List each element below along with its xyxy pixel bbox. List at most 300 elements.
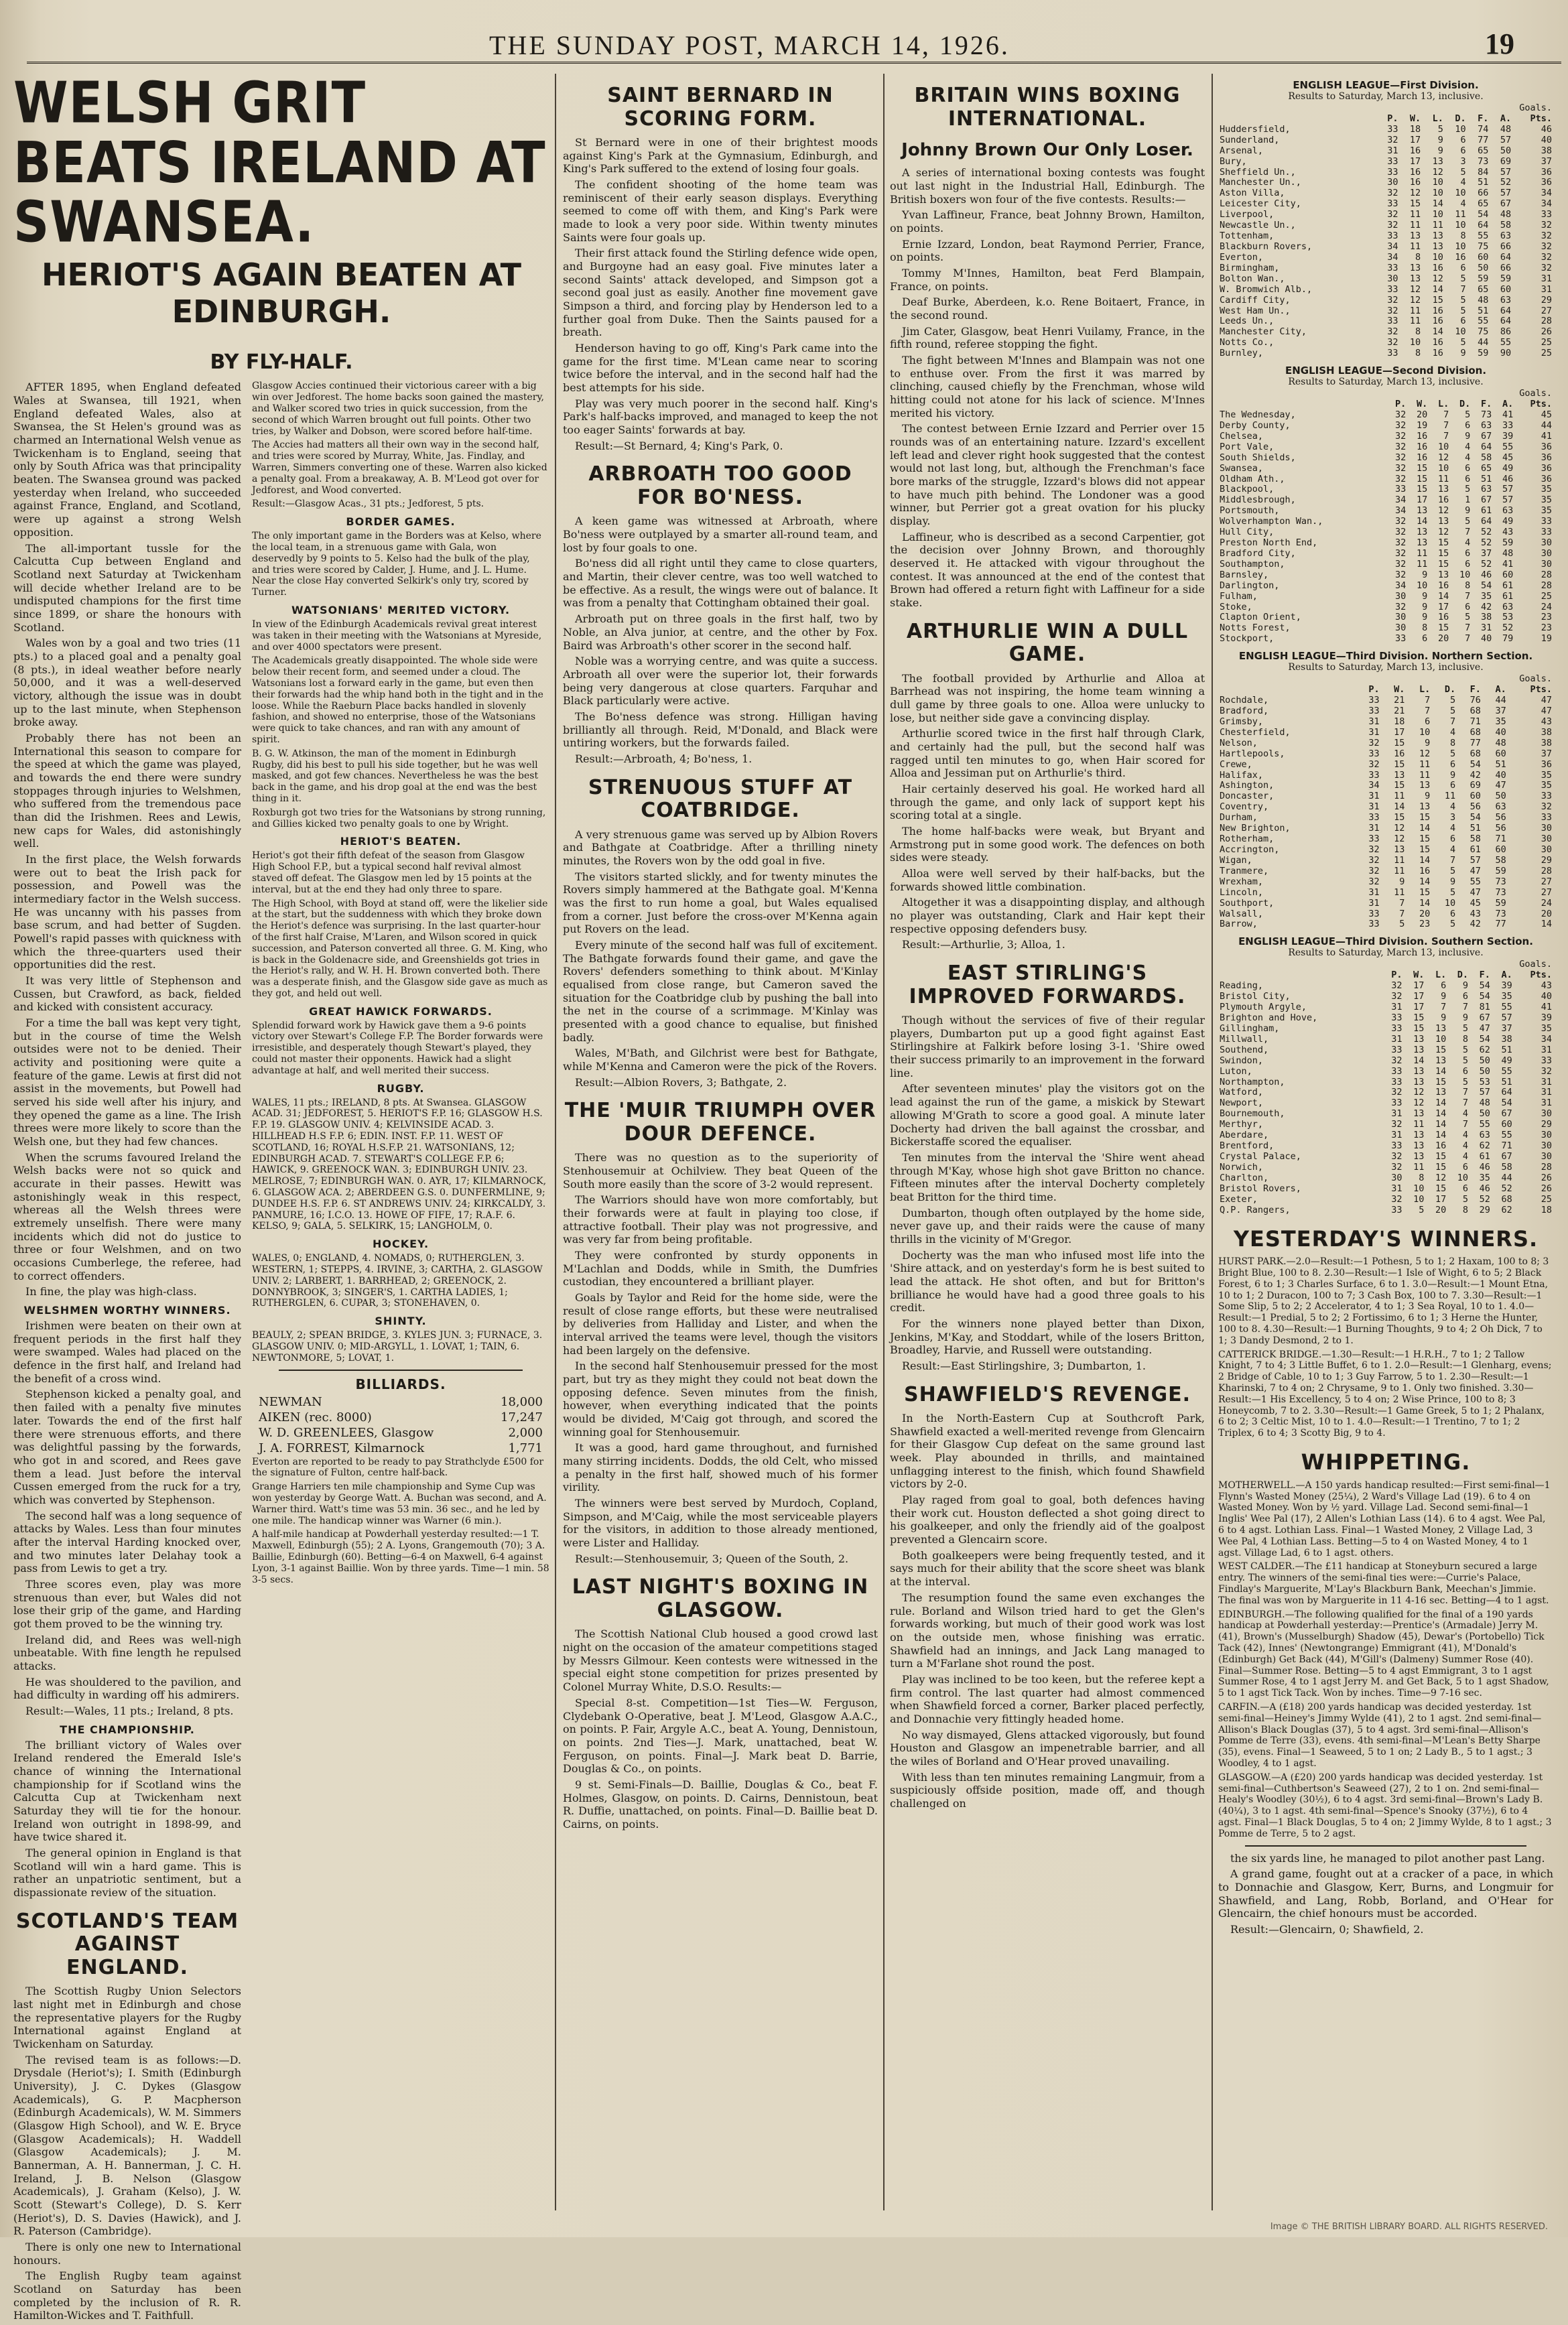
- table-cell: 9: [1425, 791, 1431, 802]
- column-rule: [883, 74, 885, 2210]
- table-cell: 40: [1495, 726, 1506, 738]
- table-cell: 30: [1541, 1108, 1552, 1120]
- table-cell: 32: [1541, 801, 1552, 813]
- table-cell: 31: [1368, 726, 1380, 738]
- team-name: Hull City,: [1220, 527, 1275, 538]
- player-score: 17,247: [501, 1410, 543, 1424]
- table-header-cell: F.: [1480, 399, 1492, 410]
- table-cell: 3: [1449, 812, 1456, 823]
- team-name: Burnley,: [1220, 348, 1264, 359]
- table-cell: 16: [1409, 145, 1421, 156]
- table-cell: 5: [1462, 1193, 1469, 1205]
- table-row: [1218, 431, 1553, 442]
- table-cell: 31: [1368, 716, 1380, 727]
- table-cell: 51: [1478, 177, 1489, 188]
- table-row: [1218, 856, 1553, 866]
- table-row: [1218, 316, 1553, 327]
- article-paragraph: The football provided by Arthurlie and Alloa at Barrhead was not inspiring, the home team winning a dull game by three goals to one. Alloa were unlucky to lose, but neither side gave a convincing display.: [890, 671, 1205, 724]
- team-name: Crystal Palace,: [1220, 1150, 1301, 1162]
- table-header-cell: P.: [1391, 970, 1402, 981]
- article-paragraph: The visitors started slickly, and for twenty minutes the Rovers simply hammered at the Bathgate goal. M'Kenna was the first to run home a goal, but Wales equalised from a corner. Just before the cross-over M'Kenna again put Rovers on the lead.: [563, 870, 878, 936]
- table-cell: 13: [1419, 780, 1431, 791]
- table-cell: 12: [1435, 1172, 1447, 1183]
- team-name: Aberdare,: [1220, 1130, 1269, 1141]
- article-body: [13, 381, 549, 2325]
- table-cell: 6: [1460, 145, 1466, 156]
- article-paragraph: Every minute of the second half was full of excitement. The Bathgate forwards found their game, and gave the Rovers' defenders something to think about. M'Kinlay equalised from close range, but Cameron saved the situation for the Coatbridge club by pushing the ball into the net in the course of a scrimmage. M'Kinlay was presented with a good chance to equalise, but finished badly.: [563, 938, 878, 1044]
- table-cell: 6: [1460, 262, 1466, 273]
- league-table-third-southern: [1218, 959, 1553, 1215]
- table-cell: 9: [1422, 612, 1428, 623]
- table-cell: 46: [1479, 1161, 1490, 1173]
- table-cell: 28: [1541, 865, 1552, 876]
- table-cell: 73: [1495, 908, 1506, 919]
- whippet-results: CARFIN.—A (£18) 200 yards handicap was decided yesterday. 1st semi-final—Heiney's Jimmy Wylde (41), 2 to 1 agst. 2nd semi-final—Allison's Black Douglas (37), 5 to 4 agst. 3rd semi-final—Allison's Pomme de Terre (33), evens. 4th semi-final—M'Lean's Betty Sharpe (35), evens. Final—1 Seaweed, 5 to 1 on; 2 Lady B., 5 to 1 agst.; 3 Woodley, 4 to 1 agst.: [1218, 1701, 1542, 1769]
- table-cell: 32: [1368, 876, 1380, 887]
- table-cell: 9: [1425, 737, 1431, 748]
- table-cell: 4: [1449, 726, 1456, 738]
- table-cell: 32: [1394, 452, 1407, 463]
- table-row: [1218, 188, 1553, 199]
- table-cell: 41: [1502, 558, 1514, 570]
- table-row: [1218, 1195, 1553, 1205]
- article-paragraph: No way dismayed, Glens attacked vigorously, but found Houston and Glasgow an impenetrable barrier, and all the wiles of Borland and O'Hear proved unavailing.: [890, 1728, 1205, 1768]
- table-cell: 28: [1541, 569, 1552, 580]
- column-3: [890, 74, 1205, 2217]
- table-row: [1218, 728, 1553, 738]
- table-header-cell: F.: [1478, 113, 1489, 124]
- table-cell: 15: [1416, 462, 1428, 474]
- table-cell: 30: [1394, 612, 1407, 623]
- table-cell: 13: [1413, 1044, 1425, 1055]
- divider: [279, 1370, 523, 1371]
- section-subhead: RUGBY.: [377, 1081, 425, 1095]
- team-name: Southampton,: [1220, 558, 1285, 570]
- table-cell: 74: [1478, 123, 1489, 135]
- table-cell: 54: [1469, 758, 1481, 770]
- table-cell: 60: [1495, 748, 1506, 759]
- table-cell: 33: [1387, 316, 1398, 327]
- table-cell: 10: [1435, 1033, 1447, 1045]
- table-cell: 54: [1501, 1098, 1512, 1109]
- article-paragraph: St Bernard were in one of their brightest moods against King's Park at the Gymnasium, Edinburgh, and King's Park suffered to the extend of losing four goals.: [563, 136, 878, 176]
- table-row: [1218, 813, 1553, 823]
- table-row: [1218, 570, 1553, 581]
- article-paragraph: In view of the Edinburgh Academicals revival great interest was taken in their meeting with the Watsonians at Myreside, and over 4000 spectators were present.: [252, 618, 542, 653]
- table-cell: 11: [1432, 220, 1443, 231]
- table-cell: 11: [1416, 547, 1428, 559]
- whippet-results: GLASGOW.—A (£20) 200 yards handicap was decided yesterday. 1st semi-final—Cuthbertson's Seaweed (27), 2 to 1 on. 2nd semi-final—Healy's Woodley (30½), 6 to 4 agst. 3rd semi-final—Brown's Lady B. (40¼), 3 to 1 agst. 4th semi-final—Spence's Snooky (37½), 6 to 4 agst. Final—1 Black Douglas, 5 to 4 on; 2 Jimmy Wylde, 8 to 1 agst.; 3 Pomme de Terre, 5 to 2 agst.: [1218, 1772, 1552, 1839]
- team-name: Norwich,: [1220, 1161, 1264, 1173]
- table-row: [1218, 453, 1553, 464]
- article-paragraph: Play raged from goal to goal, both defences having their work cut. Houston deflected a shot going direct to his goalkeeper, and only the friendly aid of the goalpost prevented a Glencairn score.: [890, 1493, 1205, 1546]
- team-name: Darlington,: [1220, 580, 1280, 591]
- table-cell: 38: [1541, 737, 1552, 748]
- table-cell: 32: [1394, 558, 1407, 570]
- billiards-row: [259, 1395, 543, 1409]
- table-cell: 35: [1480, 590, 1492, 602]
- table-cell: 60: [1478, 251, 1489, 263]
- table-header-cell: D.: [1459, 399, 1471, 410]
- table-cell: 7: [1462, 1098, 1469, 1109]
- article-paragraph: Stephenson kicked a penalty goal, and then failed with a penalty five minutes later. Towards the end of the first half there were strenuous efforts, and there was delightful passing by the forwards, who got in and scored, and Rees gave them a lead. Just before the interval Cussen emerged from the ruck for a try, which was converted by Stephenson.: [13, 1388, 241, 1506]
- team-name: Reading,: [1220, 980, 1264, 992]
- table-cell: 5: [1449, 748, 1456, 759]
- table-cell: 7: [1449, 854, 1456, 866]
- table-cell: 52: [1502, 622, 1514, 634]
- table-row: [1218, 442, 1553, 453]
- table-cell: 34: [1541, 1033, 1552, 1045]
- table-cell: 32: [1394, 547, 1407, 559]
- table-cell: 10: [1413, 1193, 1425, 1205]
- divider: [1245, 1845, 1526, 1847]
- result-line: Result:—Stenhousemuir, 3; Queen of the South, 2.: [575, 1552, 849, 1565]
- table-cell: 13: [1413, 1140, 1425, 1152]
- table-header-cell: A.: [1501, 970, 1512, 981]
- article-headline: EAST STIRLING'S IMPROVED FORWARDS.: [909, 961, 1186, 1008]
- table-cell: 64: [1500, 316, 1512, 327]
- table-cell: 31: [1541, 1087, 1552, 1098]
- table-cell: 33: [1391, 1044, 1402, 1055]
- table-cell: 12: [1413, 1098, 1425, 1109]
- table-cell: 13: [1432, 230, 1443, 242]
- table-cell: 9: [1462, 980, 1469, 992]
- table-cell: 33: [1541, 209, 1552, 220]
- article-paragraph: Dumbarton, though often outplayed by the home side, never gave up, and their raids were the cause of many thrills in the vicinity of M'Gregor.: [890, 1206, 1205, 1246]
- team-name: Plymouth Argyle,: [1220, 1002, 1307, 1013]
- table-cell: 3: [1460, 155, 1466, 167]
- table-cell: 57: [1500, 188, 1512, 199]
- table-cell: 17: [1416, 494, 1428, 506]
- table-cell: 34: [1394, 505, 1407, 517]
- whippet-results: MOTHERWELL.—A 150 yards handicap resulted:—First semi-final—1 Flynn's Wasted Money (25¼), 2 Ward's Village Lad (19). 6 to 4 on Wasted Money. Won by ½ yard. Village Lad. Second semi-final—1 Inglis' Wee Pal (17), 2 Allen's Lothian Lass (14). 6 to 4 agst. Wee Pal, 6 to 4 agst. Lothian Lass. Final—1 Wasted Money, 2 Village Lad, 3 Wee Pal, 4 Lothian Lass. Betting—5 to 4 on Wasted Money, 4 to 1 agst. Village Lad, 6 to 1 agst. others.: [1218, 1479, 1551, 1558]
- result-line: Result:—Albion Rovers, 3; Bathgate, 2.: [575, 1075, 787, 1089]
- table-cell: 14: [1419, 823, 1431, 834]
- table-cell: 46: [1502, 473, 1514, 484]
- table-cell: 15: [1413, 1012, 1425, 1023]
- table-cell: 15: [1437, 537, 1449, 549]
- team-name: Watford,: [1220, 1087, 1264, 1098]
- article-paragraph: With less than ten minutes remaining Langmuir, from a suspiciously offside position, made off, and though challenged on: [890, 1770, 1205, 1810]
- table-cell: 55: [1502, 441, 1514, 452]
- table-row: [1218, 1109, 1553, 1120]
- team-name: Coventry,: [1220, 801, 1269, 813]
- table-row: [1218, 178, 1553, 188]
- table-cell: 25: [1541, 337, 1552, 348]
- table-cell: 11: [1419, 769, 1431, 781]
- article-deck: Johnny Brown Our Only Loser.: [901, 140, 1193, 160]
- team-name: Notts Forest,: [1220, 622, 1291, 634]
- table-cell: 14: [1437, 590, 1449, 602]
- table-cell: 32: [1394, 569, 1407, 580]
- table-cell: 33: [1387, 230, 1398, 242]
- table-row: [1218, 749, 1553, 760]
- table-cell: 7: [1443, 409, 1449, 420]
- table-cell: 15: [1435, 1044, 1447, 1055]
- table-header-cell: A.: [1495, 684, 1506, 695]
- result-line: Result:—Arbroath, 4; Bo'ness, 1.: [575, 752, 753, 765]
- table-cell: 13: [1409, 262, 1421, 273]
- table-cell: 11: [1444, 791, 1456, 802]
- league-table-first-division: [1218, 103, 1553, 359]
- table-cell: 67: [1480, 494, 1492, 506]
- article-paragraph: The contest between Ernie Izzard and Perrier over 15 rounds was of an entertaining nature. Izzard's excellent left lead and clever right hook suggested that the contest would not last long, but, although the Frenchman's face bore marks of the struggle, Izzard's blows did not appear to have much pith behind. The Londoner was a good winner, but Perrier got a great ovation for his plucky display.: [890, 422, 1205, 527]
- whippet-results: EDINBURGH.—The following qualified for the final of a 190 yards handicap at Powderhall yesterday:—Prentice's (Armadale) Jerry M. (41), Brown's (Musselburgh) Shadow (45), Dewar's (Portobello) Tick Tack (42), Innes' (Newtongrange) Emmigrant (41), M'Donald's (Edinburgh) Get Back (44), M'Gill's (Dalmeny) Summer Rose (40). Final—Summer Rose. Betting—5 to 4 agst Emmigrant, 3 to 1 agst Summer Rose, 4 to 1 agst Jerry M. and Get Back, 5 to 1 agst Shadow, 5 to 1 agst Tick Tack. Won by inches. Time—9 7-16 sec.: [1218, 1609, 1549, 1699]
- table-cell: 76: [1469, 695, 1481, 706]
- table-cell: 15: [1394, 780, 1405, 791]
- table-cell: 5: [1465, 484, 1471, 495]
- article-paragraph: AFTER 1895, when England defeated Wales at Swansea, till 1921, when England defeated Wales, also at Swansea, the St Helen's ground was as charmed an International Welsh venue as Twickenham is to England, seeing that only by South Africa was that principality beaten. The Swansea ground was packed yesterday when Ireland, who succeeded against France, England, and Scotland, were up against a strong Welsh opposition.: [13, 381, 241, 539]
- table-cell: 35: [1541, 1022, 1552, 1034]
- article-paragraph: Special 8-st. Competition—1st Ties—W. Ferguson, Clydebank O-Operative, beat J. M'Leod, Glasgow A.A.C., on points. P. Fair, Argyle A.C., beat A. Young, Dennistoun, on points. 2nd Ties—J. Mark, unattached, beat W. Ferguson, on points. Final—J. Mark beat D. Barrie, Douglas & Co., on points.: [563, 1696, 878, 1776]
- table-cell: 23: [1419, 919, 1431, 930]
- team-name: Manchester Un.,: [1220, 177, 1301, 188]
- table-cell: 6: [1460, 134, 1466, 145]
- article-paragraph: In fine, the play was high-class.: [25, 1285, 197, 1299]
- table-cell: 13: [1432, 241, 1443, 252]
- table-cell: 60: [1469, 791, 1481, 802]
- table-row: [1218, 199, 1553, 210]
- table-cell: 37: [1541, 155, 1552, 167]
- table-cell: 32: [1394, 516, 1407, 527]
- table-cell: 15: [1437, 547, 1449, 559]
- table-cell: 5: [1449, 886, 1456, 898]
- table-cell: 64: [1480, 441, 1492, 452]
- table-cell: 14: [1432, 198, 1443, 210]
- table-cell: 32: [1368, 737, 1380, 748]
- table-cell: 33: [1387, 198, 1398, 210]
- column-rule: [1212, 74, 1213, 2210]
- table-cell: 68: [1501, 1193, 1512, 1205]
- table-cell: 29: [1479, 1204, 1490, 1215]
- table-cell: 33: [1387, 283, 1398, 295]
- team-name: Tranmere,: [1220, 865, 1269, 876]
- team-name: South Shields,: [1220, 452, 1296, 463]
- table-cell: 25: [1541, 590, 1552, 602]
- table-cell: 32: [1391, 1087, 1402, 1098]
- table-cell: 42: [1480, 601, 1492, 612]
- table-cell: 62: [1501, 1204, 1512, 1215]
- table-cell: 61: [1469, 844, 1481, 855]
- table-cell: [1218, 389, 1493, 399]
- table-row: [1218, 877, 1553, 888]
- table-cell: 12: [1394, 834, 1405, 845]
- table-cell: 31: [1368, 823, 1380, 834]
- table-row: [1218, 527, 1553, 538]
- table-cell: 1: [1465, 494, 1471, 506]
- article-paragraph: 9 st. Semi-Finals—D. Baillie, Douglas & Co., beat F. Holmes, Glasgow, on points. D. Cairns, Dennistoun, beat R. Duffie, unattached, on points. Final—D. Baillie beat D. Cairns, on points.: [563, 1778, 878, 1831]
- table-cell: 63: [1480, 484, 1492, 495]
- table-cell: 55: [1469, 876, 1481, 887]
- table-cell: 31: [1541, 1076, 1552, 1087]
- table-row: [1218, 125, 1553, 135]
- table-cell: 16: [1416, 430, 1428, 442]
- table-row: [1218, 1035, 1553, 1045]
- table-cell: 66: [1500, 241, 1512, 252]
- table-cell: 11: [1419, 758, 1431, 770]
- team-name: Exeter,: [1220, 1193, 1258, 1205]
- table-row: [1218, 410, 1553, 421]
- table-cell: 32: [1387, 326, 1398, 338]
- table-cell: 10: [1455, 241, 1466, 252]
- team-name: Bradford,: [1220, 706, 1269, 717]
- table-row: [1218, 253, 1553, 263]
- table-cell: 5: [1460, 294, 1466, 306]
- table-cell: Goals.: [1519, 673, 1552, 685]
- table-cell: 61: [1502, 590, 1514, 602]
- table-cell: 5: [1460, 273, 1466, 284]
- scores-list: WALES, 0; ENGLAND, 4. NOMADS, 0; RUTHERGLEN, 3. WESTERN, 1; STEPPS, 4. IRVINE, 3; CARTHA, 2. GLASGOW UNIV. 2; LARBERT, 1. BARRHEAD, 2; GREENOCK, 2. DONNYBROOK, 3; SINGER'S, 1. CARTHA LADIES, 1; RUTHERGLEN, 6. CUPAR, 3; STONEHAVEN, 0.: [252, 1253, 543, 1309]
- article-paragraph: The Academicals greatly disappointed. The whole side were below their recent form, and seemed under a cloud. The Watsonians lost a forward early in the game, but even then their forwards had the whip hand both in the tight and in the loose. While the Raeburn Place backs handled in slovenly fashion, and showed no enterprise, those of the Watsonians were quick to take chances, and ran with any amount of spirit.: [252, 655, 543, 745]
- table-cell: 8: [1415, 348, 1421, 359]
- table-row: [1218, 146, 1553, 157]
- table-row: [1218, 348, 1553, 359]
- table-cell: 14: [1435, 1108, 1447, 1120]
- article-paragraph: Hair certainly deserved his goal. He worked hard all through the game, and only lack of support kept his scoring total at a single.: [890, 783, 1205, 822]
- team-name: Portsmouth,: [1220, 505, 1280, 517]
- table-cell: 46: [1541, 123, 1552, 135]
- table-cell: 5: [1449, 695, 1456, 706]
- table-cell: 79: [1502, 633, 1514, 645]
- table-cell: 33: [1391, 1022, 1402, 1034]
- table-cell: 36: [1541, 166, 1552, 178]
- table-cell: 48: [1478, 294, 1489, 306]
- table-cell: 6: [1465, 558, 1471, 570]
- table-cell: Goals.: [1519, 103, 1552, 113]
- table-header-cell: P.: [1368, 684, 1380, 695]
- table-cell: 68: [1469, 726, 1481, 738]
- table-cell: 5: [1465, 612, 1471, 623]
- article-paragraph: Laffineur, who is described as a second Carpentier, got the decision over Johnny Brown, and thoroughly deserved it. He attacked with vigour throughout the contest. It was announced at the end of the contest that Brown had offered a return fight with Laffineur for a side stake.: [890, 530, 1205, 610]
- team-name: Lincoln,: [1220, 886, 1264, 898]
- table-cell: 11: [1416, 558, 1428, 570]
- table-cell: 14: [1416, 516, 1428, 527]
- table-cell: 17: [1409, 134, 1421, 145]
- article-paragraph: The Accies had matters all their own way in the second half, and tries were scored by Murray, White, Jas. Findlay, and Warren, Simmers converting one of these. Warren also kicked a penalty goal. From a breakaway, A. B. M'Leod got over for Jedforest, and Wood converted.: [252, 440, 547, 496]
- table-cell: 31: [1391, 1183, 1402, 1194]
- table-cell: 18: [1541, 1204, 1552, 1215]
- table-cell: 17: [1413, 1002, 1425, 1013]
- table-cell: 32: [1541, 262, 1552, 273]
- table-cell: 30: [1394, 622, 1407, 634]
- team-name: Gillingham,: [1220, 1022, 1280, 1034]
- table-cell: 16: [1432, 316, 1443, 327]
- article-paragraph: Three scores even, play was more strenuous than ever, but Wales did not lose their grip of the game, and Harding got them proved to be the winning try.: [13, 1577, 241, 1630]
- table-cell: 53: [1502, 612, 1514, 623]
- article-paragraph: Arthurlie scored twice in the first half through Clark, and certainly had the pull, but the second half was ragged until ten minutes to go, when Hair scored for Alloa and Jessiman put on Arthurlie's third.: [890, 727, 1205, 780]
- table-cell: 11: [1413, 1119, 1425, 1130]
- table-cell: 5: [1465, 516, 1471, 527]
- article-paragraph: Alloa were well served by their half-backs, but the forwards showed little combination.: [890, 867, 1205, 893]
- table-cell: 10: [1459, 569, 1471, 580]
- table-cell: 5: [1460, 305, 1466, 316]
- team-name: Q.P. Rangers,: [1220, 1204, 1291, 1215]
- table-cell: 12: [1432, 166, 1443, 178]
- table-cell: 77: [1495, 919, 1506, 930]
- table-cell: 48: [1500, 209, 1512, 220]
- table-cell: 11: [1409, 305, 1421, 316]
- table-cell: 35: [1541, 780, 1552, 791]
- table-cell: 44: [1541, 419, 1552, 431]
- article-headline: ARTHURLIE WIN A DULL GAME.: [906, 619, 1189, 667]
- article-headline: BRITAIN WINS BOXING INTERNATIONAL.: [914, 84, 1181, 131]
- table-cell: 31: [1391, 1033, 1402, 1045]
- table-row: [1218, 210, 1553, 220]
- table-cell: 38: [1541, 145, 1552, 156]
- table-cell: 50: [1478, 262, 1489, 273]
- table-cell: 32: [1368, 865, 1380, 876]
- table-cell: 17: [1413, 980, 1425, 992]
- table-cell: 63: [1502, 601, 1514, 612]
- table-row: [1218, 888, 1553, 899]
- table-header-cell: A.: [1500, 113, 1512, 124]
- table-cell: 15: [1435, 1161, 1447, 1173]
- table-cell: 12: [1437, 452, 1449, 463]
- table-row: [1218, 559, 1553, 570]
- table-cell: 57: [1469, 854, 1481, 866]
- table-cell: 37: [1501, 1022, 1512, 1034]
- table-cell: 33: [1368, 919, 1380, 930]
- table-header-cell: L.: [1435, 970, 1447, 981]
- table-cell: 30: [1541, 1140, 1552, 1152]
- article-paragraph: Henderson having to go off, King's Park came into the game for the first time. M'Lean came near to scoring twice before the interval, and in the second half had the best attempts for his side.: [563, 342, 878, 395]
- table-row: [1218, 781, 1553, 791]
- table-row: [1218, 612, 1553, 623]
- table-cell: 67: [1500, 198, 1512, 210]
- team-name: Cardiff City,: [1220, 294, 1291, 306]
- table-cell: 15: [1435, 1150, 1447, 1162]
- table-cell: 65: [1478, 283, 1489, 295]
- table-cell: 7: [1399, 897, 1405, 909]
- table-cell: 13: [1413, 1108, 1425, 1120]
- table-cell: 39: [1541, 1012, 1552, 1023]
- table-cell: 11: [1437, 473, 1449, 484]
- article-paragraph: The home half-backs were weak, but Bryant and Armstrong put in some good work. The defences on both sides were steady.: [890, 825, 1205, 864]
- table-cell: 67: [1501, 1108, 1512, 1120]
- table-row: [1218, 1184, 1553, 1195]
- table-cell: 7: [1465, 622, 1471, 634]
- table-cell: 30: [1541, 547, 1552, 559]
- table-cell: 8: [1460, 230, 1466, 242]
- table-cell: 59: [1478, 273, 1489, 284]
- table-row: [1218, 231, 1553, 242]
- table-cell: 15: [1419, 812, 1431, 823]
- team-name: Notts Co.,: [1220, 337, 1275, 348]
- table-cell: 69: [1469, 780, 1481, 791]
- article-paragraph: Probably there has not been an International this season to compare for the speed at which the game was played, and towards the end there were sundry stoppages through injuries to Welshmen, who suffered from the tremendous pace than did the Irishmen. Rees and Lewis, new caps for Wales, did astonishingly well.: [13, 731, 241, 850]
- article-paragraph: He was shouldered to the pavilion, and had difficulty in warding off his admirers.: [13, 1675, 241, 1702]
- article-headline: ARBROATH TOO GOOD FOR BO'NESS.: [588, 462, 852, 509]
- table-row: [1218, 634, 1553, 645]
- table-cell: 36: [1541, 462, 1552, 474]
- table-row: [1218, 738, 1553, 749]
- table-cell: 9: [1460, 348, 1466, 359]
- table-cell: 20: [1435, 1204, 1447, 1215]
- table-cell: 4: [1449, 844, 1456, 855]
- table-cell: 11: [1394, 886, 1405, 898]
- table-cell: 34: [1387, 241, 1398, 252]
- section-subhead: HOCKEY.: [372, 1238, 430, 1251]
- article-paragraph: the six yards line, he managed to pilot another past Lang.: [1230, 1851, 1545, 1865]
- table-cell: 32: [1387, 134, 1398, 145]
- table-cell: 36: [1541, 758, 1552, 770]
- table-cell: 45: [1469, 897, 1481, 909]
- table-cell: 26: [1541, 1172, 1552, 1183]
- table-cell: 32: [1394, 419, 1407, 431]
- table-row: [1218, 495, 1553, 506]
- table-cell: 58: [1495, 854, 1506, 866]
- table-cell: 31: [1391, 1002, 1402, 1013]
